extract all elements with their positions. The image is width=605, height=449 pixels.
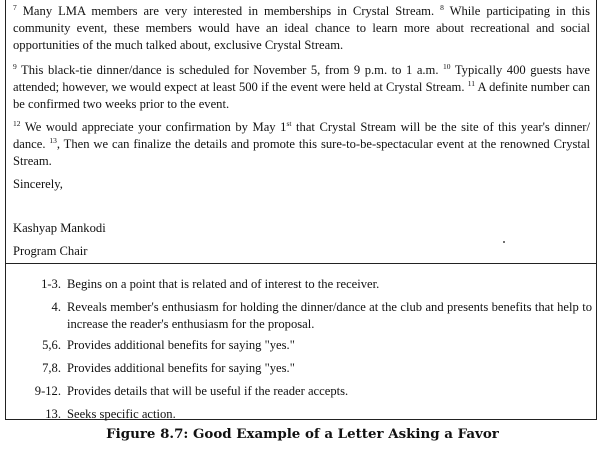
sentence-text: We would appreciate your confirmation by May 1: [20, 120, 287, 134]
ordinal-suffix: st: [286, 119, 292, 128]
letter-paragraph-1: [13, 3, 590, 54]
annotation-item: [42, 337, 596, 354]
annotation-item: [42, 360, 596, 377]
letter-paragraph-2: [13, 62, 590, 113]
sentence-text: A definite number can be confirmed two weeks prior to the event.: [13, 80, 590, 111]
stray-mark: [503, 241, 505, 243]
signature-name: Kashyap Mankodi: [13, 221, 106, 235]
sentence-text: While participating in this community event, these members would have an ideal chance to learn more about recreational and social opportunities of the much talked about, exclusive Crystal Stream.: [13, 4, 590, 52]
annotation-text: Provides additional benefits for saying "yes.": [67, 361, 295, 375]
annotation-list: [6, 264, 596, 423]
sentence-number: 7: [13, 3, 17, 12]
sentence-text: , Then we can finalize the details and promote this sure-to-be-spectacular event at the renowned Crystal Stream.: [13, 137, 590, 168]
sentence-number: 8: [440, 3, 444, 12]
letter-body: [6, 0, 596, 264]
annotation-item: [45, 406, 596, 423]
annotation-number: 9-12.: [34, 384, 61, 398]
annotation-item: [34, 383, 596, 400]
sentence-number: 10: [443, 62, 451, 71]
sentence-text: This black-tie dinner/dance is scheduled for November 5, from 9 p.m. to 1 a.m.: [16, 63, 444, 77]
annotation-text: Provides additional benefits for saying "yes.": [67, 338, 295, 352]
annotation-number: 13.: [45, 407, 61, 421]
sentence-number: 11: [467, 79, 475, 88]
sentence-number: 12: [13, 119, 21, 128]
annotation-item: [41, 276, 596, 293]
annotation-item: [51, 299, 592, 333]
sentence-number: 9: [13, 62, 17, 71]
annotation-number: 5,6.: [42, 338, 61, 352]
letter-paragraph-3: [13, 119, 590, 170]
annotation-text: Begins on a point that is related and of interest to the receiver.: [67, 277, 380, 291]
annotation-text: Provides details that will be useful if the reader accepts.: [67, 384, 349, 398]
sentence-text: Many LMA members are very interested in memberships in Crystal Stream.: [16, 4, 441, 18]
annotation-number: 1-3.: [41, 277, 61, 291]
sentence-text: Typically 400 guests have attended; however, we would expect at least 500 if the event were held at Crystal Stream.: [13, 63, 590, 94]
signature-title: Program Chair: [13, 244, 88, 258]
figure-frame: [5, 0, 597, 420]
annotation-text: Seeks specific action.: [67, 407, 176, 421]
figure-caption: Figure 8.7: Good Example of a Letter Asking a Favor: [106, 426, 499, 442]
annotation-text: Reveals member's enthusiasm for holding the dinner/dance at the club and presents benefits that help to increase the reader's enthusiasm for the proposal.: [67, 300, 592, 331]
letter-closing: Sincerely,: [13, 177, 63, 191]
annotation-number: 7,8.: [42, 361, 61, 375]
sentence-number: 13: [49, 136, 57, 145]
annotation-number: 4.: [51, 300, 61, 314]
sentence-text: that Crystal Stream will be the site of this year's dinner/ dance.: [13, 120, 590, 151]
